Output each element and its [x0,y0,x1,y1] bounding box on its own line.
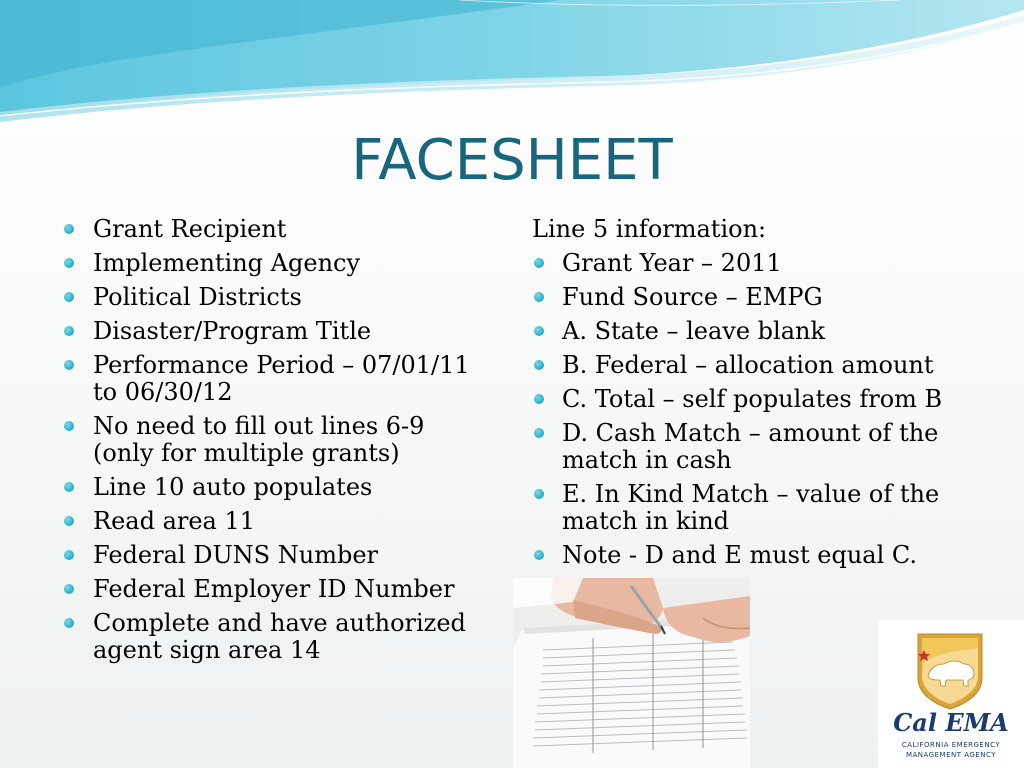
list-item [62,250,492,277]
list-item [62,542,492,569]
hands-signing-form-photo [513,578,750,768]
list-item [532,318,972,345]
bullet-icon [534,258,544,268]
bullet-icon [534,550,544,560]
bullet-icon [534,428,544,438]
logo-subtitle-line1: CALIFORNIA EMERGENCY [901,741,1001,749]
bullet-icon [64,326,74,336]
bullet-icon [534,489,544,499]
logo-subtitle-line2: MANAGEMENT AGENCY [905,751,997,759]
list-item-text: Line 10 auto populates [93,473,373,501]
bullet-icon [64,421,74,431]
left-bullet-list [62,216,492,664]
list-item-text: A. State – leave blank [562,317,826,345]
bullet-icon [64,292,74,302]
signing-illustration [513,578,750,768]
list-item-text: E. In Kind Match – value of the match in kind [562,480,940,535]
list-item [62,413,492,467]
list-item [62,284,492,311]
bullet-icon [534,326,544,336]
bullet-icon [64,224,74,234]
list-item [532,386,972,413]
list-item-text: D. Cash Match – amount of the match in cash [562,419,939,474]
list-item-text: Fund Source – EMPG [562,283,823,311]
bullet-icon [64,584,74,594]
left-column [62,216,492,671]
list-item-text: Note - D and E must equal C. [562,541,918,569]
bullet-icon [64,516,74,526]
list-item-text: Disaster/Program Title [93,317,372,345]
bullet-icon [64,258,74,268]
list-item [62,352,492,406]
list-item [532,481,972,535]
list-item [62,216,492,243]
list-item [62,318,492,345]
list-item [62,508,492,535]
cal-ema-logo [878,620,1024,768]
bullet-icon [64,618,74,628]
list-item-text: Complete and have authorized agent sign area 14 [93,609,466,664]
right-bullet-list [532,250,972,569]
list-item [532,420,972,474]
list-item-text: Implementing Agency [93,249,361,277]
list-item-text: B. Federal – allocation amount [562,351,934,379]
list-item-text: Grant Year – 2011 [562,249,782,277]
list-item-text: Federal Employer ID Number [93,575,455,603]
slide-title: FACESHEET [351,128,673,193]
bullet-icon [534,292,544,302]
right-column-heading: Line 5 information: [532,215,767,243]
list-item-text: Read area 11 [93,507,256,535]
list-item [62,610,492,664]
list-item-text: Federal DUNS Number [93,541,378,569]
right-column [532,216,972,576]
list-item-text: C. Total – self populates from B [562,385,943,413]
list-item [62,576,492,603]
bullet-icon [64,482,74,492]
bullet-icon [534,394,544,404]
list-item [532,352,972,379]
list-item [62,474,492,501]
bullet-icon [64,360,74,370]
header-wave-decoration [0,0,1024,125]
bullet-icon [534,360,544,370]
bullet-icon [64,550,74,560]
list-item-text: Grant Recipient [93,215,287,243]
list-item-text: Performance Period – 07/01/11 to 06/30/12 [93,351,470,406]
bear-shield-icon [916,632,984,710]
list-item [532,250,972,277]
list-item-text: Political Districts [93,283,302,311]
logo-name: Cal EMA [893,708,1009,737]
list-item-text: No need to fill out lines 6-9 (only for multiple grants) [93,412,425,467]
list-item [532,284,972,311]
list-item [532,542,972,569]
